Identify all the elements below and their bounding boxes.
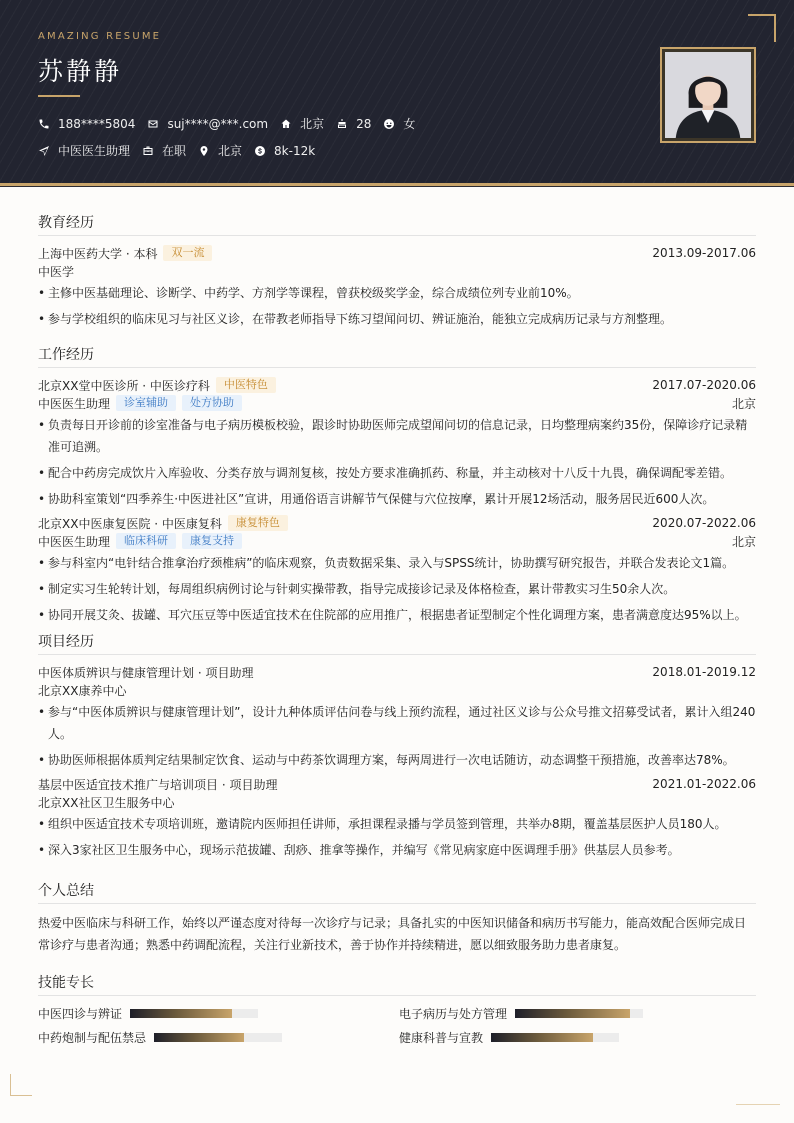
list-item: • 负责每日开诊前的诊室准备与电子病历模板校验，跟诊时协助医师完成望闻问切的信息记录，日均整理病案约35份，保障诊疗记录精准可追溯。 <box>38 414 756 458</box>
contact-age <box>336 117 371 131</box>
skill-bar <box>130 1009 258 1018</box>
skill-name: 中医四诊与辨证 <box>38 1006 123 1021</box>
cake-icon <box>336 118 348 130</box>
location-icon <box>198 145 210 157</box>
project-org-row <box>38 681 756 699</box>
company-name: 北京XX堂中医诊所 · 中医诊疗科 <box>38 378 210 393</box>
home-icon <box>280 118 292 130</box>
briefcase-icon <box>142 145 154 157</box>
skills-grid <box>38 1004 756 1046</box>
corner-ornament <box>736 1104 780 1105</box>
list-item: • 协助科室策划“四季养生·中医进社区”宣讲，用通俗语言讲解节气保健与穴位按摩，累计开展12场活动，服务居民近600人次。 <box>38 488 756 510</box>
corner-ornament <box>748 14 776 42</box>
work-entry-head <box>38 514 756 532</box>
skill-item <box>38 1004 399 1022</box>
list-item: • 参与“中医体质辨识与健康管理计划”，设计九种体质评估问卷与线上预约流程，通过社区义诊与公众号推文招募受试者，累计入组240人。 <box>38 701 756 745</box>
summary-section <box>38 880 756 956</box>
summary-text: 热爱中医临床与科研工作，始终以严谨态度对待每一次诊疗与记录；具备扎实的中医知识储备和病历书写能力，能高效配合医师完成日常诊疗与患者沟通；熟悉中药调配流程，关注行业新技术，善于协作并持续精进，愿以细致服务助力患者康复。 <box>38 916 747 952</box>
role-tag: 诊室辅助 <box>116 395 176 411</box>
send-icon <box>38 145 50 157</box>
city-text: 北京 <box>300 117 325 131</box>
school-name: 上海中医药大学 · 本科 <box>38 246 158 261</box>
work-location: 北京 <box>731 396 756 411</box>
salary-text: 8k-12k <box>274 143 316 158</box>
section-title: 工作经历 <box>38 344 756 368</box>
skill-name: 中药炮制与配伍禁忌 <box>38 1030 147 1045</box>
gender-icon <box>383 118 395 130</box>
project-entry-head <box>38 663 756 681</box>
skill-name: 电子病历与处方管理 <box>399 1006 508 1021</box>
work-date: 2017.07-2020.06 <box>652 378 756 392</box>
skill-name: 健康科普与宣教 <box>399 1030 484 1045</box>
corner-ornament <box>10 1074 32 1096</box>
section-title: 教育经历 <box>38 212 756 236</box>
work-date: 2020.07-2022.06 <box>652 516 756 530</box>
list-item: • 主修中医基础理论、诊断学、中药学、方剂学等课程，曾获校级奖学金，综合成绩位列专业前10%。 <box>38 282 756 304</box>
work-section <box>38 344 756 630</box>
company-tag: 中医特色 <box>216 377 276 393</box>
role-tag: 处方协助 <box>182 395 242 411</box>
section-title: 项目经历 <box>38 631 756 655</box>
role-name: 中医医生助理 <box>38 396 111 411</box>
skill-item <box>38 1028 399 1046</box>
section-title: 技能专长 <box>38 972 756 996</box>
list-item: • 制定实习生轮转计划，每周组织病例讨论与针刺实操带教，指导完成接诊记录及体格检查，累计带教实习生50余人次。 <box>38 578 756 600</box>
school-tag: 双一流 <box>163 245 212 261</box>
project-entry-head <box>38 775 756 793</box>
contact-gender <box>383 115 415 132</box>
contact-email <box>147 117 268 131</box>
name-underline <box>38 95 80 97</box>
project-bullets <box>38 813 756 861</box>
list-item: • 深入3家社区卫生服务中心，现场示范拔罐、刮痧、推拿等操作，并编写《常见病家庭中医调理手册》供基层人员参考。 <box>38 839 756 861</box>
portrait-image <box>665 52 751 138</box>
work-bullets <box>38 552 756 626</box>
location-text: 北京 <box>218 144 243 158</box>
work-role-row <box>38 394 756 412</box>
contact-phone <box>38 117 135 131</box>
intent-salary <box>254 144 315 158</box>
work-location: 北京 <box>731 534 756 549</box>
project-date: 2021.01-2022.06 <box>652 777 756 791</box>
project-bullets <box>38 701 756 771</box>
header-divider-shadow <box>0 186 794 187</box>
work-entry-head <box>38 376 756 394</box>
intent-position <box>38 142 130 159</box>
company-tag: 康复特色 <box>228 515 288 531</box>
role-tag: 临床科研 <box>116 533 176 549</box>
avatar <box>665 52 751 138</box>
project-org: 北京XX康养中心 <box>38 683 127 698</box>
role-tag: 康复支持 <box>182 533 242 549</box>
skill-item <box>399 1004 756 1022</box>
skill-bar-fill <box>154 1033 244 1042</box>
skill-bar <box>515 1009 643 1018</box>
intent-location <box>198 142 242 159</box>
status-text: 在职 <box>162 144 187 158</box>
list-item: • 组织中医适宜技术专项培训班，邀请院内医师担任讲师，承担课程录播与学员签到管理，共举办8期，覆盖基层医护人员180人。 <box>38 813 756 835</box>
skills-section <box>38 972 756 1046</box>
skill-bar-fill <box>491 1033 593 1042</box>
section-title: 个人总结 <box>38 880 756 904</box>
project-date: 2018.01-2019.12 <box>652 665 756 679</box>
skill-bar-fill <box>515 1009 630 1018</box>
phone-text: 188****5804 <box>58 116 136 131</box>
projects-section <box>38 631 756 865</box>
skill-bar <box>491 1033 619 1042</box>
list-item: • 参与学校组织的临床见习与社区义诊，在带教老师指导下练习望闻问切、辨证施治，能独立完成病历记录与方剂整理。 <box>38 308 756 330</box>
education-major-row <box>38 262 756 280</box>
work-role-row <box>38 532 756 550</box>
list-item: • 协同开展艾灸、拔罐、耳穴压豆等中医适宜技术在住院部的应用推广，根据患者证型制定个性化调理方案，患者满意度达95%以上。 <box>38 604 756 626</box>
brand-label: AMAZING RESUME <box>38 31 162 42</box>
position-text: 中医医生助理 <box>58 144 131 158</box>
major-name: 中医学 <box>38 264 75 279</box>
education-date: 2013.09-2017.06 <box>652 246 756 260</box>
profile-photo-frame <box>660 47 756 143</box>
project-name: 中医体质辨识与健康管理计划 · 项目助理 <box>38 665 254 680</box>
contact-row <box>38 115 427 132</box>
work-bullets <box>38 414 756 510</box>
role-name: 中医医生助理 <box>38 534 111 549</box>
gender-text: 女 <box>403 117 416 131</box>
skill-item <box>399 1028 756 1046</box>
age-text: 28 <box>356 116 372 131</box>
project-org-row <box>38 793 756 811</box>
mail-icon <box>147 118 159 130</box>
candidate-name: 苏静静 <box>38 57 123 86</box>
education-section <box>38 212 756 334</box>
phone-icon <box>38 118 50 130</box>
skill-bar <box>154 1033 282 1042</box>
email-text: suj****@***.com <box>167 116 269 131</box>
intent-status <box>142 142 186 159</box>
list-item: • 协助医师根据体质判定结果制定饮食、运动与中药茶饮调理方案，每两周进行一次电话随访，动态调整干预措施，改善率达78%。 <box>38 749 756 771</box>
education-bullets <box>38 282 756 330</box>
project-name: 基层中医适宜技术推广与培训项目 · 项目助理 <box>38 777 278 792</box>
contact-city <box>280 115 324 132</box>
money-icon <box>254 145 266 157</box>
education-entry-head <box>38 244 756 262</box>
project-org: 北京XX社区卫生服务中心 <box>38 795 175 810</box>
company-name: 北京XX中医康复医院 · 中医康复科 <box>38 516 222 531</box>
skill-bar-fill <box>130 1009 232 1018</box>
job-intent-row <box>38 142 327 159</box>
list-item: • 参与科室内“电针结合推拿治疗颈椎病”的临床观察，负责数据采集、录入与SPSS统计，协助撰写研究报告，并联合发表论文1篇。 <box>38 552 756 574</box>
list-item: • 配合中药房完成饮片入库验收、分类存放与调剂复核，按处方要求准确抓药、称量，并主动核对十八反十九畏，确保调配零差错。 <box>38 462 756 484</box>
